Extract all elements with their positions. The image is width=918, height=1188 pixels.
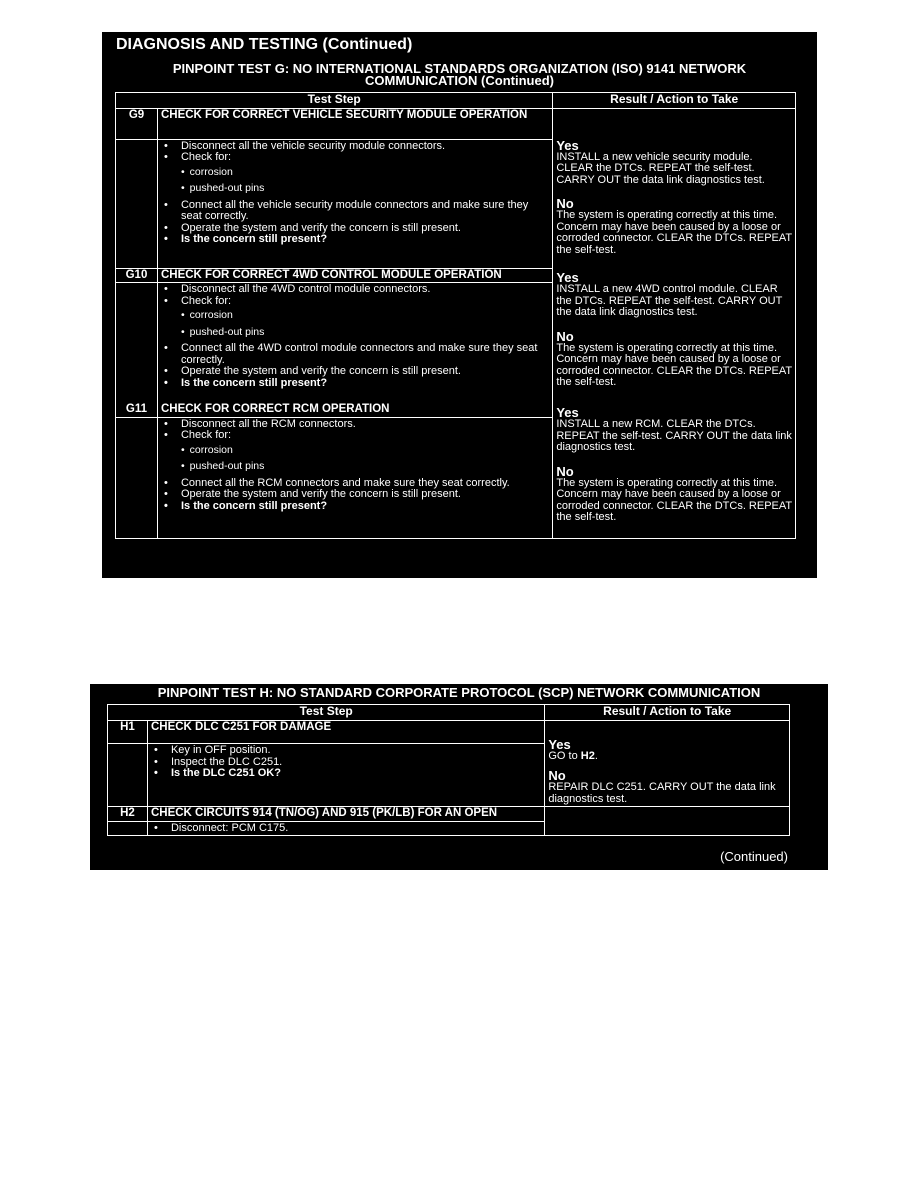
test-h-title: PINPOINT TEST H: NO STANDARD CORPORATE PROTOCOL (SCP) NETWORK COMMUNICATION: [157, 685, 761, 700]
step-title: CHECK DLC C251 FOR DAMAGE: [147, 720, 544, 744]
test-g-title-line1: PINPOINT TEST G: NO INTERNATIONAL STANDARDS ORGANIZATION (ISO) 9141 NETWORK: [172, 61, 747, 76]
no-text: The system is operating correctly at this time. Concern may have been caused by a loose or corroded connector. CLEAR the DTCs. REPEAT the self-test.: [556, 341, 792, 388]
list-item: • Check for:: [161, 152, 549, 164]
step-row-g9: [116, 108, 796, 139]
step-result: [553, 403, 796, 538]
step-title: CHECK FOR CORRECT VEHICLE SECURITY MODULE OPERATION: [157, 108, 552, 139]
list-item: • Is the concern still present?: [161, 501, 549, 513]
list-item: • Disconnect all the RCM connectors.: [161, 419, 549, 431]
step-code: H2: [108, 807, 148, 822]
yes-label: Yes: [556, 405, 579, 420]
list-item: • pushed-out pins: [161, 327, 549, 339]
list-item: • Is the DLC C251 OK?: [151, 768, 541, 780]
continued-label: (Continued): [720, 849, 788, 864]
no-label: No: [556, 463, 574, 479]
step-instructions: [157, 417, 552, 538]
list-item: • Connect all the RCM connectors and make sure they seat correctly.: [161, 478, 549, 490]
step-code-spacer: [116, 139, 158, 268]
list-item: • Is the concern still present?: [161, 378, 549, 390]
list-item: • pushed-out pins: [161, 183, 549, 195]
list-item: • Operate the system and verify the concern is still present.: [161, 366, 549, 378]
list-item: • corrosion: [161, 310, 549, 322]
step-code: G10: [116, 268, 158, 283]
no-text: REPAIR DLC C251. CARRY OUT the data link diagnostics test.: [548, 781, 776, 805]
yes-prefix: GO to: [548, 749, 581, 762]
step-instructions: [157, 283, 552, 404]
list-item: • Key in OFF position.: [151, 745, 541, 757]
list-item: • Check for:: [161, 296, 549, 308]
yes-ref: H2: [580, 749, 595, 762]
step-row-g11: [116, 403, 796, 417]
step-result: [545, 720, 790, 807]
table-header-row: [108, 705, 790, 721]
list-item: • Check for:: [161, 430, 549, 442]
col-result: Result / Action to Take: [553, 93, 796, 109]
step-row-h1: [108, 720, 790, 744]
table-header-row: [116, 93, 796, 109]
yes-text: INSTALL a new 4WD control module. CLEAR the DTCs. REPEAT the self-test. CARRY OUT the data link diagnostics test.: [556, 283, 783, 318]
list-item: • corrosion: [161, 167, 549, 179]
list-item: • pushed-out pins: [161, 461, 549, 473]
test-g-title: [102, 63, 817, 87]
step-code-spacer: [116, 283, 158, 404]
no-label: No: [556, 196, 574, 211]
yes-text: INSTALL a new vehicle security module. CLEAR the DTCs. REPEAT the self-test. CARRY OUT the data link diagnostics test.: [556, 150, 765, 186]
list-item: • Operate the system and verify the concern is still present.: [161, 489, 549, 501]
list-item: • Disconnect all the 4WD control module connectors.: [161, 284, 549, 296]
list-item: • corrosion: [161, 445, 549, 457]
list-item: • Operate the system and verify the concern is still present.: [161, 223, 549, 235]
no-text: The system is operating correctly at this time. Concern may have been caused by a loose or corroded connector. CLEAR the DTCs. REPEAT the self-test.: [556, 209, 792, 256]
list-item: • Inspect the DLC C251.: [151, 757, 541, 769]
section-heading: DIAGNOSIS AND TESTING (Continued): [116, 36, 413, 53]
step-instructions: [147, 821, 544, 836]
pinpoint-test-g-panel: [102, 32, 817, 578]
step-instructions: [147, 744, 544, 807]
yes-label: Yes: [548, 736, 571, 752]
step-title: CHECK FOR CORRECT 4WD CONTROL MODULE OPERATION: [157, 268, 552, 283]
list-item: • Disconnect all the vehicle security module connectors.: [161, 141, 549, 153]
step-instructions: [157, 139, 552, 268]
yes-suffix: .: [594, 749, 598, 762]
test-g-title-line2: COMMUNICATION (Continued): [365, 73, 554, 88]
step-title: CHECK CIRCUITS 914 (TN/OG) AND 915 (PK/LB) FOR AN OPEN: [147, 807, 544, 822]
step-code-spacer: [108, 821, 148, 836]
step-result: [553, 108, 796, 268]
step-code: G9: [116, 108, 158, 139]
step-code-spacer: [116, 417, 158, 538]
pinpoint-test-h-panel: [90, 684, 828, 870]
no-label: No: [548, 768, 566, 783]
step-row-h2: [108, 807, 790, 822]
yes-text: INSTALL a new RCM. CLEAR the DTCs. REPEAT the self-test. CARRY OUT the data link diagnostics test.: [556, 418, 792, 453]
yes-label: Yes: [556, 137, 579, 153]
step-code: G11: [116, 403, 158, 417]
col-test-step: Test Step: [108, 705, 545, 721]
col-test-step: Test Step: [116, 93, 553, 109]
step-row-g10: [116, 268, 796, 283]
step-title: CHECK FOR CORRECT RCM OPERATION: [157, 403, 552, 417]
no-text: The system is operating correctly at this time. Concern may have been caused by a loose or corroded connector. CLEAR the DTCs. REPEAT the self-test.: [556, 476, 792, 523]
yes-text: [548, 750, 598, 762]
col-result: Result / Action to Take: [545, 705, 790, 721]
no-label: No: [556, 328, 574, 344]
list-item: • Connect all the 4WD control module connectors and make sure they seat correctly.: [161, 343, 549, 366]
step-code: H1: [108, 720, 148, 744]
list-item: • Disconnect: PCM C175.: [151, 823, 541, 835]
yes-label: Yes: [556, 270, 579, 285]
test-g-table: [115, 92, 796, 539]
list-item: • Is the concern still present?: [161, 234, 549, 246]
step-result: [545, 807, 790, 836]
test-h-table: [107, 704, 790, 836]
step-code-spacer: [108, 744, 148, 807]
list-item: • Connect all the vehicle security module connectors and make sure they seat correctly.: [161, 200, 549, 223]
step-result: [553, 268, 796, 403]
